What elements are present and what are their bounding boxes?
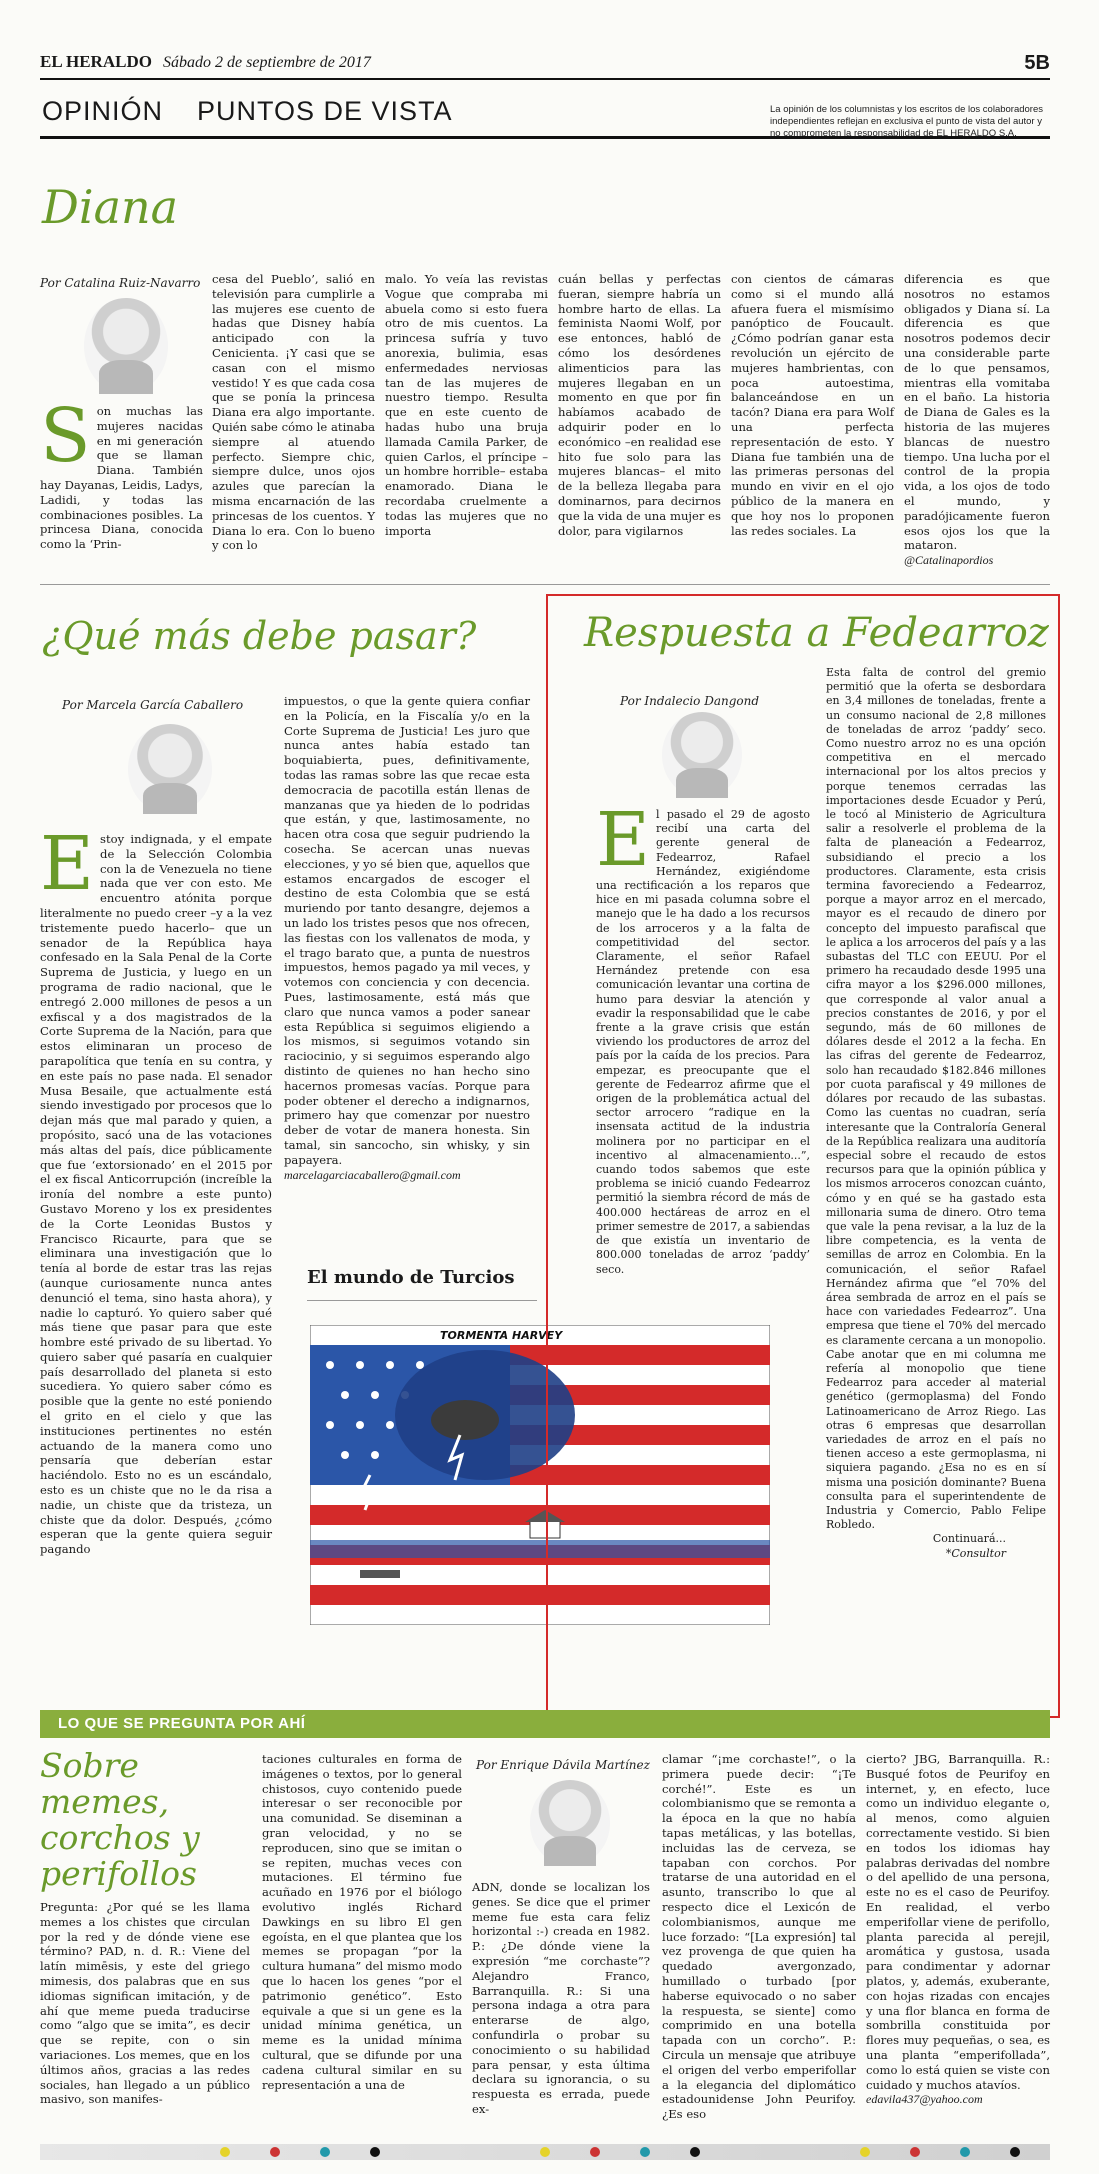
dot-cyan [320,2147,330,2157]
cartoon-section-title: El mundo de Turcios [307,1267,515,1288]
diana-col-5: con cientos de cámaras como si el mundo allá afuera fuera el mismísimo panóptico de Foucault. ¿Cómo podrían ganar esta revolución un ejército de mujeres hambrientas, con poca autoestima, balanceándose en un tacón? Diana era para Wolf una perfecta representación de esto. Y Diana fue también una de las primeras personas del mundo en vivir en el ojo público de la manera en que hoy nos lo proponen las redes sociales. La [731,272,894,538]
top-rule [40,78,1050,80]
dot-yellow [540,2147,550,2157]
dot-cyan [640,2147,650,2157]
dot-black [1010,2147,1020,2157]
portrait-marcela [128,724,212,814]
article-title-memes: Sobre memes, corchos y perifollos [40,1746,200,1893]
dot-black [690,2147,700,2157]
section-rule [40,136,1050,139]
section-header [42,96,453,127]
quemas-col-2: impuestos, o que la gente quiera confiar en la Policía, en la Fiscalía y/o en la Corte Suprema de Justicia! Les juro que nunca antes había estado tan boquiabierta, pues, definitivamente, todas las ramas sobre las que recae esta democracia de pacotilla están llenas de manzanas que ya hieden de lo podridas que están, y que, lastimosamente, no hacen otra cosa que seguir pudriendo la cosecha. Se acercan unas nuevas elecciones, y yo sé bien que, aquellos que estamos encargados de escoger el destino de esta Colombia que se está muriendo por tanto desangre, dejemos a un lado los tristes pesos que nos ofrecen, las fiestas con los vallenatos de moda, y el trago barato que, a punta de nuestros impuestos, hemos pagado ya mil veces, y votemos con conciencia y con decencia. Pues, lastimosamente, está más que claro que nunca vamos a poder sanear esta República si seguimos eligiendo a los mismos, si seguimos votando sin raciocinio, y si seguimos esperando algo distinto de quienes no han hecho sino hacernos promesas vacías. Porque para poder obtener el derecho a indignarnos, primero hay que comenzar por nuestro deber de votar de manera honesta. Sin tamal, sin sancocho, sin whisky, y sin papayera. marcelagarciacaballero@gmail.com [284,694,530,1182]
portrait-catalina [84,298,168,394]
diana-col-2: cesa del Pueblo’, salió en televisión para cumplirle a las mujeres ese cuento de hadas que Disney había anticipado con la Cenicienta. ¡Y casi que se casan con el mismo vestido! Y es que cada cosa que se ponía la princesa Diana era algo importante. Quién sabe cómo le atinaba siempre al atuendo perfecto. Siempre chic, siempre dulce, unos ojos azules que parecían la misma encarnación de las princesas de los cuentos. Y Diana lo era. Con lo bueno y con lo [212,272,375,553]
dot-yellow [860,2147,870,2157]
divider [40,584,1050,585]
page-number: 5B [1024,52,1050,74]
dot-red [270,2147,280,2157]
cartoon-rule [307,1300,537,1301]
dot-red [910,2147,920,2157]
masthead [40,52,1050,78]
byline-fedearroz: Por Indalecio Dangond [620,694,760,708]
question-bar-label: LO QUE SE PREGUNTA POR AHÍ [58,1715,306,1732]
dropcap-e2: E [596,797,651,883]
diana-col-4: cuán bellas y perfectas fueran, siempre habría un hombre harto de ellas. La feminista Naomi Wolf, por ese entonces, habló de cómo los desórdenes alimenticios para las mujeres llegaban en un momento en que por fin habíamos acabado de adquirir poder en lo económico –en realidad ese hito fue solo para las mujeres blancas– el mito de la belleza llegaba para dominarnos, para decirnos que la vida de una mujer es dolor, para vigilarnos [558,272,721,538]
quemas-col-1: Estoy indignada, y el empate de la Selección Colombia con la de Venezuela no tiene nada que ver con esto. Me encuentro atónita porque literalmente no puedo creer –y a la vez tristemente puedo hacerlo– que un senador de la República haya confesado en la Sala Penal de la Corte Suprema de Justicia, y luego en un programa de radio nacional, que le entregó 2.000 millones de pesos a un exfiscal y a dos magistrados de la Corte Suprema de la Nación, para que estos eliminaran un proceso de parapolítica que tenía en su contra, y en este país no pase nada. El senador Musa Besaile, que actualmente está siendo investigado por procesos que lo dejan más que mal parado y quien, a propósito, sacó una de las votaciones más altas del país, dice públicamente que fue ‘extorsionado’ en el 2015 por el ex fiscal Anticorrupción (increíble la ironía del nombre a este punto) Gustavo Moreno y los ex presidentes de la Corte Leonidas Bustos y Francisco Ricaurte, para que se eliminara una investigación que lo tenía al borde de estar tras las rejas (aunque curiosamente nunca antes denunció el tema, sino hasta ahora), y nadie lo capturó. Yo quiero saber qué más tiene que pasar para que este hombre esté privado de su libertad. Yo quiero saber qué pasaría en cualquier país desarrollado del planeta si esto sucediera. Yo quiero saber cómo es posible que la gente no esté poniendo el grito en el cielo y que las instituciones pertinentes no estén actuando de la manera como uno pensaría que deberían estar haciéndolo. Esto no es un escándalo, esto es un chiste que no le da risa a nadie, un chiste que da tristeza, un chiste que da dolor. Después, ¿cómo esperan que la gente quiera seguir pagando [40,821,272,1557]
byline-memes: Por Enrique Dávila Martínez [476,1758,650,1772]
dot-yellow [220,2147,230,2157]
continua-label: Continuará... [932,1532,1006,1546]
byline-quemas: Por Marcela García Caballero [62,698,244,712]
paper-name: EL HERALDO [40,52,152,71]
article-title-quemas: ¿Qué más debe pasar? [42,614,477,658]
email-memes[interactable]: edavila437@yahoo.com [866,2092,983,2107]
portrait-indalecio [662,712,742,798]
question-bar [40,1710,1050,1738]
memes-col-3: ADN, donde se localizan los genes. Se dice que el primer meme fue esta cara feliz horizontal :-) creada en 1982. P.: ¿De dónde viene la expresión “me corchaste”? Alejandro Franco, Barranquilla. R.: Si una persona indaga a otra para enterarse de algo, confundirla o probar su conocimiento o su habilidad para pensar, y esta última declara su ignorancia, o su respuesta es errada, puede ex- [472,1880,650,2116]
memes-col-4: clamar “¡me corchaste!”, o la primera puede decir: “¡Te corché!”. Este es un colombianismo que se remonta a la época en la que no había tapas metálicas, y las botellas, incluidas las de cerveza, se tapaban con corchos. Por tratarse de una autoridad en el asunto, transcribo lo que al respecto dice el Lexicón de colombianismos, aunque me luce forzado: “[La expresión] tal vez provenga de que quien ha quedado avergonzado, humillado o turbado [por haberse equivocado o no saber la respuesta, se siente] como comprimido en una botella tapada con un corcho”. P.: Circula un mensaje que atribuye el origen del verbo emperifollar a la elegancia del diplomático estadounidense John Peurifoy. ¿Es eso [662,1752,856,2122]
fedearroz-col-2: Esta falta de control del gremio permitió que la oferta se desbordara en 3,4 millones de toneladas, frente a un consumo nacional de 2,8 millones de toneladas de arroz ‘paddy’ seco. Como nuestro arroz no es una opción competitiva en el mercado internacional por los altos precios y porque tenemos cerradas las importaciones desde Ecuador y Perú, le tocó al Ministerio de Agricultura salir a resolverle el problema de la falta de planeación a Fedearroz, subsidiando el precio a los productores. Claramente, esta crisis termina favoreciendo a Fedearroz, porque a mayor arroz en el mercado, mayor es el recaudo de dinero por concepto del impuesto parafiscal que le aplica a los arroceros del país y a las subastas del TLC con EEUU. Por el primero ha recaudado desde 1995 una cifra mayor a los $296.000 millones, que corresponde al valor anual a precios constantes de 2016, y por el segundo, más de 60 millones de dólares desde el 2012 a la fecha. En las cifras del gerente de Fedearroz, solo han recaudado $182.846 millones por cuota parafiscal y 49 millones de dólares por recaudo de las subastas. Como las cuentas no cuadran, sería interesante que la Contraloría General de la República realizara una auditoría especial sobre el recaudo de estos recursos para que la opinión pública y los mismos arroceros conozcan cuánto, cómo y en qué se ha gastado esta millonaria suma de dinero. Otro tema que vale la pena revisar, a la luz de la libre competencia, es la venta de semillas de arroz en Colombia. En la comunicación, el señor Rafael Hernández afirma que “el 70% del área sembrada de arroz en el país se hace con variedades Fedearroz”. Una empresa que tiene el 70% del mercado es claramente cercana a un monopolio. Cabe anotar que en mi columna me refería al monopolio que tiene Fedearroz para acceder al material genético (germoplasma) del Fondo Latinoamericano de Arroz Riego. Las otras 6 empresas que desarrollan variedades de arroz en el país no tienen acceso a este germoplasma, ni siquiera pagando. ¿Esa no es en sí misma una posición dominante? Buena consulta para el superintendente de Industria y Comercio, Pablo Felipe Robledo. Continuará... *Consultor [826,666,1046,1560]
dot-red [590,2147,600,2157]
disclaimer: La opinión de los columnistas y los escritos de los colaboradores independientes reflejan en exclusiva el punto de vista del autor y no comprometen la responsabilidad de EL HERALDO S.A. [770,104,1044,139]
memes-col-5: cierto? JBG, Barranquilla. R.: Busqué fotos de Peurifoy en internet, y, en efecto, luce como un individuo elegante o, al menos, como alguien correctamente vestido. Si bien en todos los idiomas hay palabras derivadas del nombre o del apellido de una persona, este no es el caso de Peurifoy. En realidad, el verbo emperifollar viene de perifollo, planta parecida al perejil, aromática y gustosa, usada para condimentar y adornar platos, y, además, exuberante, con hojas rizadas con encajes y una flor blanca en forma de sombrilla constituida por flores muy pequeñas, o sea, es una planta “emperifollada”, como lo está quien se viste con cuidado y muchos atavíos. edavila437@yahoo.com [866,1752,1050,2107]
dot-cyan [960,2147,970,2157]
issue-date: Sábado 2 de septiembre de 2017 [163,54,371,71]
memes-col-1: Pregunta: ¿Por qué se les llama memes a los chistes que circulan por la red y de dónde viene ese término? PAD, n. d. R.: Viene del latín mimēsis, y este del griego mimesis, dos palabras que en sus idiomas significan imitación, y de ahí que meme pueda traducirse como “algo que se imita”, es decir que se repite, con o sin variaciones. Los memes, que en los últimos años, gracias a las redes sociales, han llegado a un público masivo, son manifes- [40,1900,250,2107]
dropcap-s: S [40,393,91,479]
cartoon-caption: TORMENTA HARVEY [440,1329,563,1342]
article-title-diana: Diana [42,180,179,234]
email-quemas[interactable]: marcelagarciacaballero@gmail.com [284,1167,461,1182]
byline-diana: Por Catalina Ruiz-Navarro [40,276,201,290]
dot-black [370,2147,380,2157]
memes-col-2: taciones culturales en forma de imágenes o textos, por lo general chistosos, cuyo contenido puede interesar o ser reconocible por una comunidad. Se diseminan a gran velocidad, y no se reproducen, sino que se imitan o se repiten, muchas veces con mutaciones. El término fue acuñado en 1976 por el biólogo evolutivo inglés Richard Dawkings en su libro El gen egoísta, en el que plantea que los memes se propagan “por la cultura humana” del mismo modo que lo hacen los genes “por el patrimonio genético”. Esto equivale a que si un gene es la unidad mínima genética, un meme es la unidad mínima cultural, que se difunde por una cadena cultural similar en su representación a una de [262,1752,462,2092]
fedearroz-col-1: El pasado el 29 de agosto recibí una carta del gerente general de Fedearroz, Rafael Hernández, exigiéndome una rectificación a los reparos que hice en mi pasada columna sobre el manejo que le ha dado a los recursos de los arroceros y a la falta de competitividad del sector. Claramente, el señor Rafael Hernández pretende con esa comunicación levantar una cortina de humo para desviar la atención y evadir la responsabilidad que le cabe frente a la grave crisis que están viviendo los productores de arroz del país por la caída de los precios. Para empezar, es preocupante que el gerente de Fedearroz afirme que el origen de la problemática actual del sector arrocero “radique en la insensata actitud de la industria molinera por no participar en el incentivo al almacenamiento...”, cuando todos sabemos que este problema se inició cuando Fedearroz permitió la siembra récord de más de 400.000 hectáreas de arroz en el primer semestre de 2017, a sabiendas de que existía un inventario de 800.000 toneladas de arroz ‘paddy’ seco. [596,797,810,1276]
portrait-enrique [530,1780,610,1866]
color-registration-bar [40,2144,1050,2160]
section-title: OPINIÓN [42,96,164,126]
diana-col-6: diferencia es que nosotros no estamos obligados y Diana sí. La diferencia es que nosotros podemos decir una considerable parte de lo que pensamos, mientras ella vomitaba en el baño. La historia de Diana de Gales es la historia de las mujeres blancas de nuestro tiempo. Una lucha por el control de la propia vida, a los ojos de todo el mundo, y paradójicamente fueron esos ojos los que la mataron. @Catalinapordios [904,272,1050,568]
diana-col-1: Son muchas las mujeres nacidas en mi generación que se llaman Diana. También hay Dayanas, Leidis, Ladys, Ladidi, y todas las combinaciones posibles. La princesa Diana, conocida como la ‘Prin- [40,393,203,552]
dropcap-e: E [40,821,95,907]
section-subtitle: PUNTOS DE VISTA [197,96,453,126]
twitter-handle[interactable]: @Catalinapordios [904,553,994,568]
article-title-fedearroz: Respuesta a Fedearroz [584,610,1049,656]
diana-col-3: malo. Yo veía las revistas Vogue que compraba mi abuela como si esto fuera otro de mis cuentos. La princesa sufría y tuvo anorexia, bulimia, esas enfermedades nerviosas tan de las mujeres de nuestro tiempo. Resulta que en este cuento de hadas hubo una bruja llamada Camila Parker, de quien Carlos, el príncipe –un hombre horrible– estaba enamorado. Diana le recordaba cruelmente a todas las mujeres que no importa [385,272,548,538]
consultor-label: *Consultor [945,1546,1006,1560]
